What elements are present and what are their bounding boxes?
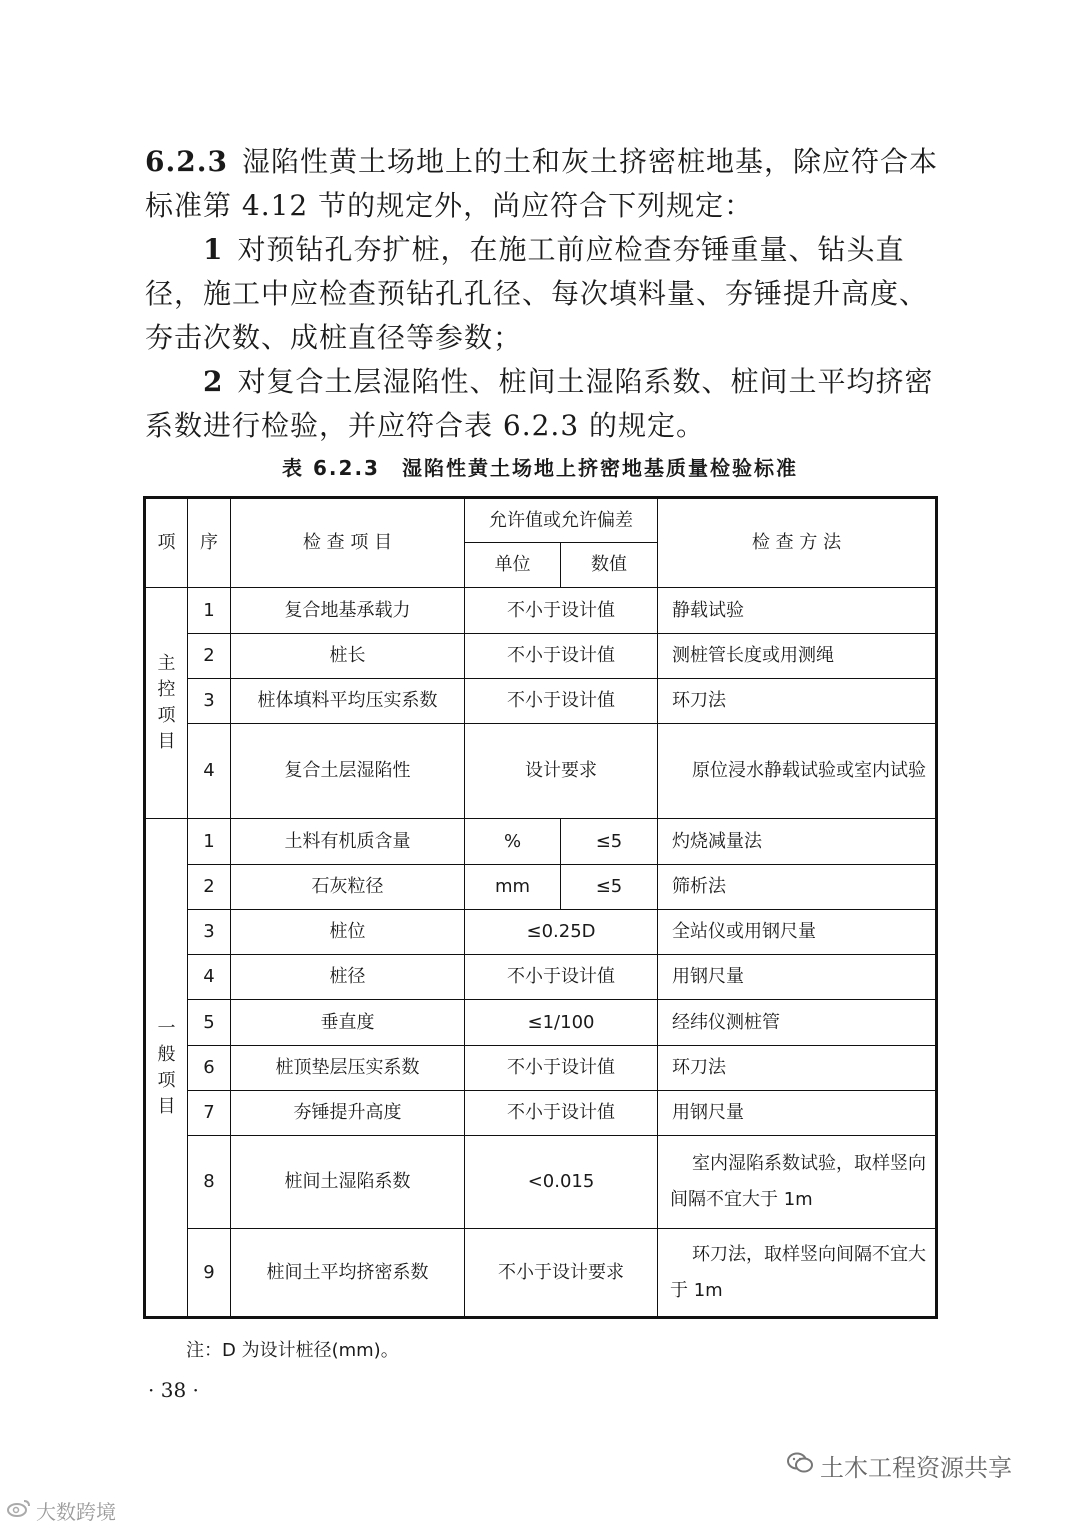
inspection-standard-table	[143, 496, 938, 1319]
unit-cell: %	[465, 819, 561, 865]
allowance-cell: ≤1/100	[465, 1000, 658, 1046]
method-cell: 室内湿陷系数试验，取样竖向间隔不宜大于 1m	[658, 1136, 937, 1229]
seq-cell: 6	[188, 1046, 231, 1091]
item-1-number: 1	[203, 233, 224, 266]
category-char: 目	[157, 1095, 176, 1117]
seq-cell: 2	[188, 865, 231, 910]
item-cell: 桩间土平均挤密系数	[231, 1229, 465, 1318]
header-value: 数值	[561, 543, 658, 588]
seq-cell: 4	[188, 724, 231, 819]
item-cell: 土料有机质含量	[231, 819, 465, 865]
value-cell: ≤5	[561, 819, 658, 865]
header-unit: 单位	[465, 543, 561, 588]
seq-cell: 5	[188, 1000, 231, 1046]
category-char: 目	[157, 731, 176, 752]
table-caption: 表 6.2.3 湿陷性黄土场地上挤密地基质量检验标准	[282, 456, 798, 480]
item-cell: 石灰粒径	[231, 865, 465, 910]
item-1	[145, 228, 945, 360]
category-char: 般	[157, 1043, 176, 1065]
section-intro-text: 湿陷性黄土场地上的土和灰土挤密桩地基，除应符合本标准第 4.12 节的规定外，尚应符合下列规定：	[145, 145, 938, 222]
seq-cell: 1	[188, 819, 231, 865]
item-1-text: 对预钻孔夯扩桩，在施工前应检查夯锤重量、钻头直径，施工中应检查预钻孔孔径、每次填料量、夯锤提升高度、夯击次数、成桩直径等参数；	[145, 233, 929, 354]
header-category: 项	[145, 498, 188, 588]
seq-cell: 7	[188, 1091, 231, 1136]
allowance-cell: 不小于设计值	[465, 1091, 658, 1136]
method-cell: 静载试验	[658, 588, 937, 634]
table-row	[145, 679, 937, 724]
allowance-cell: 不小于设计值	[465, 634, 658, 679]
section-number: 6.2.3	[145, 145, 228, 178]
weibo-icon	[6, 1498, 32, 1523]
seq-cell: 4	[188, 955, 231, 1000]
item-2-number: 2	[203, 365, 224, 398]
method-cell: 测桩管长度或用测绳	[658, 634, 937, 679]
method-cell: 经纬仪测桩管	[658, 1000, 937, 1046]
seq-cell: 1	[188, 588, 231, 634]
header-item: 检 查 项 目	[231, 498, 465, 588]
allowance-cell: 不小于设计要求	[465, 1229, 658, 1318]
table-row	[145, 724, 937, 819]
item-cell: 桩体填料平均压实系数	[231, 679, 465, 724]
table-row	[145, 1046, 937, 1091]
table-row	[145, 1136, 937, 1229]
table-row	[145, 1000, 937, 1046]
allowance-cell: 不小于设计值	[465, 588, 658, 634]
item-cell: 桩径	[231, 955, 465, 1000]
item-cell: 夯锤提升高度	[231, 1091, 465, 1136]
watermark-text: 土木工程资源共享	[820, 1454, 1012, 1482]
method-cell: 环刀法，取样竖向间隔不宜大于 1m	[658, 1229, 937, 1318]
wechat-icon	[786, 1451, 814, 1481]
item-cell: 桩顶垫层压实系数	[231, 1046, 465, 1091]
item-cell: 复合地基承载力	[231, 588, 465, 634]
item-cell: 桩长	[231, 634, 465, 679]
seq-cell: 3	[188, 679, 231, 724]
allowance-cell: 不小于设计值	[465, 679, 658, 724]
table-row	[145, 955, 937, 1000]
page-number: · 38 ·	[148, 1378, 199, 1402]
seq-cell: 9	[188, 1229, 231, 1318]
item-2-text: 对复合土层湿陷性、桩间土湿陷系数、桩间土平均挤密系数进行检验，并应符合表 6.2.3 的规定。	[145, 365, 934, 442]
item-cell: 桩位	[231, 910, 465, 955]
allowance-cell: ≤0.25D	[465, 910, 658, 955]
table-note: 注：D 为设计桩径(mm)。	[186, 1340, 399, 1361]
unit-cell: mm	[465, 865, 561, 910]
table-row	[145, 588, 937, 634]
table-row	[145, 1229, 937, 1318]
category-char: 项	[157, 1069, 176, 1091]
main-category-cell	[145, 588, 188, 819]
method-cell: 环刀法	[658, 679, 937, 724]
allowance-cell: <0.015	[465, 1136, 658, 1229]
method-cell: 用钢尺量	[658, 955, 937, 1000]
seq-cell: 3	[188, 910, 231, 955]
method-cell: 原位浸水静载试验或室内试验	[658, 724, 937, 819]
method-cell: 灼烧减量法	[658, 819, 937, 865]
table-row	[145, 910, 937, 955]
general-category-cell	[145, 819, 188, 1318]
header-method: 检 查 方 法	[658, 498, 937, 588]
item-cell: 桩间土湿陷系数	[231, 1136, 465, 1229]
method-cell: 筛析法	[658, 865, 937, 910]
table-row	[145, 1091, 937, 1136]
table-row	[145, 819, 937, 865]
value-cell: ≤5	[561, 865, 658, 910]
category-char: 主	[157, 653, 176, 674]
method-cell: 全站仪或用钢尺量	[658, 910, 937, 955]
watermark-text: 大数跨境	[36, 1500, 116, 1524]
table-row	[145, 634, 937, 679]
seq-cell: 8	[188, 1136, 231, 1229]
item-cell: 垂直度	[231, 1000, 465, 1046]
category-char: 项	[157, 705, 176, 726]
item-2	[145, 360, 945, 448]
category-char: 一	[157, 1017, 176, 1039]
category-char: 控	[157, 679, 176, 700]
allowance-cell: 不小于设计值	[465, 955, 658, 1000]
allowance-cell: 不小于设计值	[465, 1046, 658, 1091]
watermark-left	[6, 1496, 116, 1525]
method-cell: 用钢尺量	[658, 1091, 937, 1136]
watermark-right	[786, 1448, 1012, 1483]
allowance-cell: 设计要求	[465, 724, 658, 819]
seq-cell: 2	[188, 634, 231, 679]
method-cell: 环刀法	[658, 1046, 937, 1091]
table-row	[145, 865, 937, 910]
section-intro	[145, 140, 945, 228]
header-allowance: 允许值或允许偏差	[465, 498, 658, 543]
item-cell: 复合土层湿陷性	[231, 724, 465, 819]
header-seq: 序	[188, 498, 231, 588]
